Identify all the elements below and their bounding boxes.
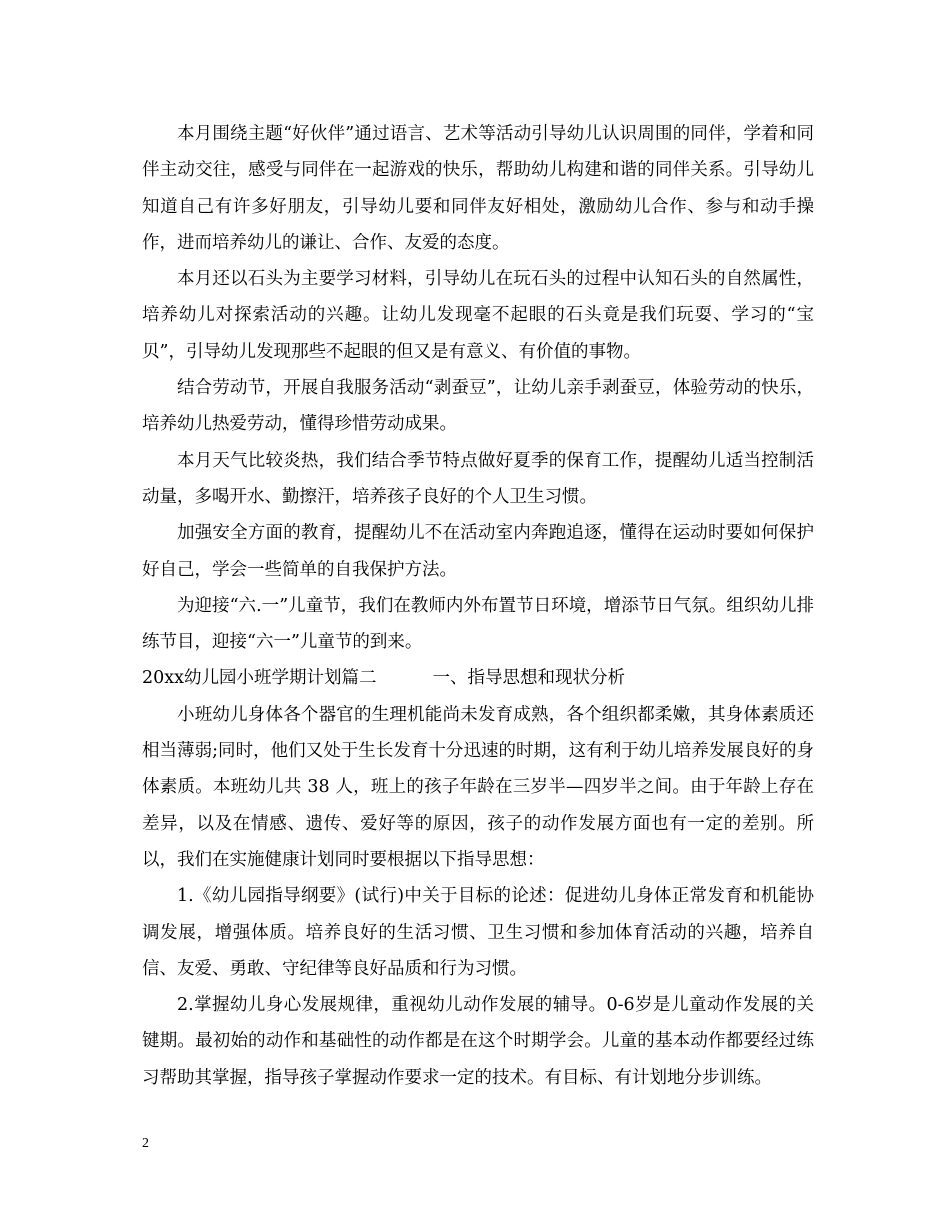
paragraph: 本月天气比较炎热，我们结合季节特点做好夏季的保育工作，提醒幼儿适当控制活动量，多喝开水、勤擦汗，培养孩子良好的个人卫生习惯。 [142, 450, 814, 507]
plan-title: 20xx幼儿园小班学期计划篇二 [142, 668, 377, 689]
paragraph: 2.掌握幼儿身心发展规律，重视幼儿动作发展的辅导。0-6岁是儿童动作发展的关键期。最初始的动作和基础性的动作都是在这个时期学会。儿童的基本动作都要经过练习帮助其掌握，指导孩子掌握动作要求一定的技术。有目标、有计划地分步训练。 [142, 995, 814, 1088]
paragraph: 本月还以石头为主要学习材料，引导幼儿在玩石头的过程中认知石头的自然属性，培养幼儿对探索活动的兴趣。让幼儿发现毫不起眼的石头竟是我们玩耍、学习的“宝贝”，引导幼儿发现那些不起眼的但又是有意义、有价值的事物。 [142, 269, 814, 362]
paragraph: 本月围绕主题“好伙伴”通过语言、艺术等活动引导幼儿认识周围的同伴，学着和同伴主动交往，感受与同伴在一起游戏的快乐，帮助幼儿构建和谐的同伴关系。引导幼儿知道自己有许多好朋友，引导幼儿要和同伴友好相处，激励幼儿合作、参与和动手操作，进而培养幼儿的谦让、合作、友爱的态度。 [142, 124, 814, 253]
paragraph: 1.《幼儿园指导纲要》(试行)中关于目标的论述：促进幼儿身体正常发育和机能协调发展，增强体质。培养良好的生活习惯、卫生习惯和参加体育活动的兴趣，培养自信、友爱、勇敢、守纪律等良好品质和行为习惯。 [142, 886, 814, 979]
paragraph: 结合劳动节，开展自我服务活动“剥蚕豆”，让幼儿亲手剥蚕豆，体验劳动的快乐，培养幼儿热爱劳动，懂得珍惜劳动成果。 [142, 378, 814, 435]
paragraph: 为迎接“六.一”儿童节，我们在教师内外布置节日环境，增添节日气氛。组织幼儿排练节目，迎接“六一”儿童节的到来。 [142, 595, 814, 653]
paragraph: 小班幼儿身体各个器官的生理机能尚未发育成熟，各个组织都柔嫩，其身体素质还相当薄弱;同时，他们又处于生长发育十分迅速的时期，这有利于幼儿培养发展良好的身体素质。本班幼儿共 38 人，班上的孩子年龄在三岁半—四岁半之间。由于年龄上存在差异，以及在情感、遗传、爱好等的原因，孩子的动作发展方面也有一定的差别。所以，我们在实施健康计划同时要根据以下指导思想： [142, 704, 814, 870]
document-body [142, 116, 814, 1096]
paragraph: 加强安全方面的教育，提醒幼儿不在活动室内奔跑追逐，懂得在运动时要如何保护好自己，学会一些简单的自我保护方法。 [142, 523, 814, 580]
section-heading-line [142, 660, 814, 696]
page-number: 2 [142, 1136, 149, 1151]
section-heading: 一、指导思想和现状分析 [432, 668, 626, 689]
